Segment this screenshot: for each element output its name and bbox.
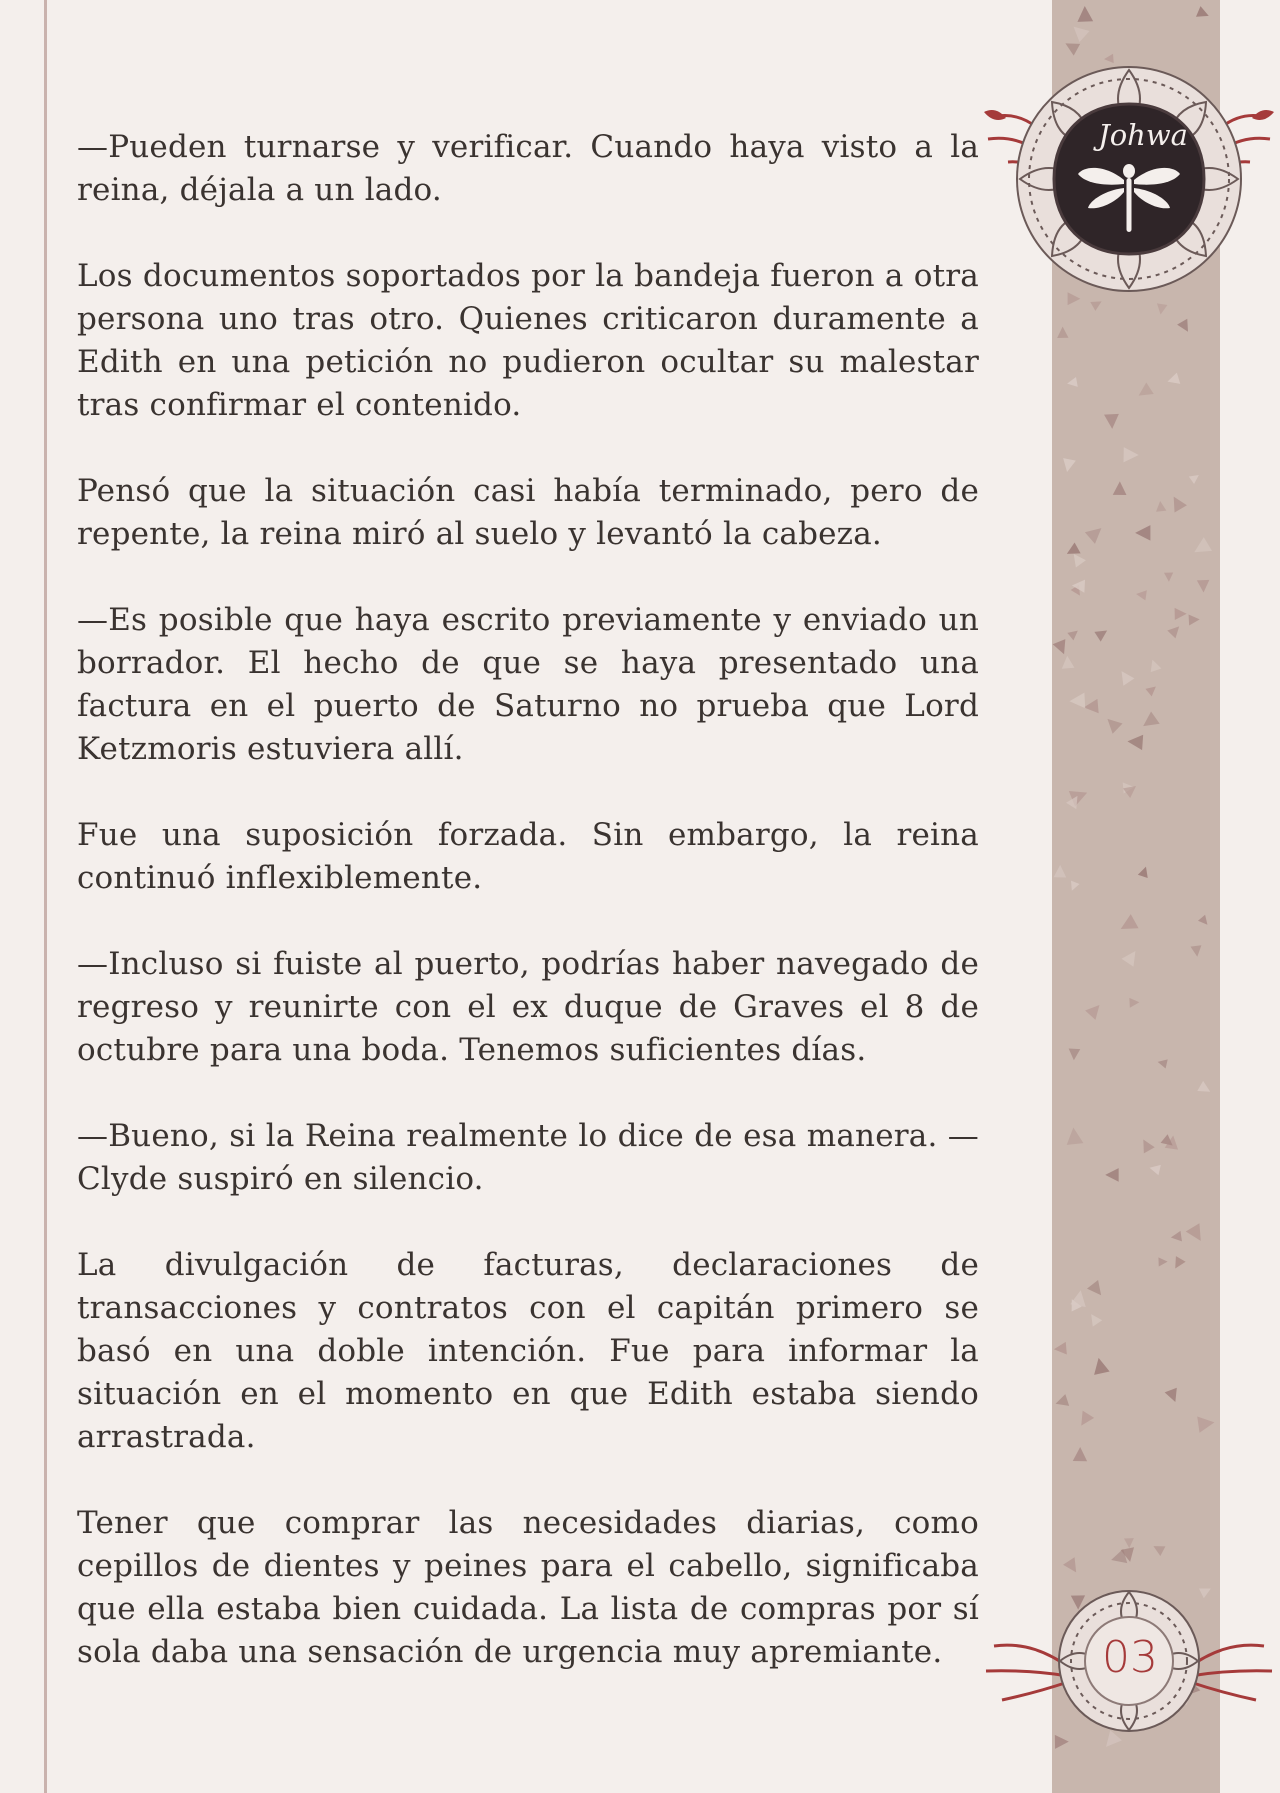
triangle-decoration <box>1166 373 1181 388</box>
triangle-decoration <box>1138 865 1151 878</box>
margin-rule <box>44 0 47 1793</box>
triangle-decoration <box>1175 608 1187 620</box>
triangle-decoration <box>1076 1411 1095 1430</box>
triangle-decoration <box>1105 1168 1118 1182</box>
triangle-decoration <box>1053 1342 1067 1356</box>
triangle-decoration <box>1197 1414 1215 1433</box>
triangle-decoration <box>1065 1127 1083 1145</box>
triangle-decoration <box>1104 414 1120 429</box>
paragraph: Los documentos soportados por la bandeja fueron a otra persona uno tras otro. Quienes criticaron duramente a Edith en una petición no pudieron ocultar su malestar tras confirmar el contenido. <box>77 258 979 423</box>
triangle-decoration <box>1135 383 1154 402</box>
triangle-decoration <box>1196 6 1211 21</box>
triangle-decoration <box>1191 945 1203 957</box>
triangle-decoration <box>1073 1447 1088 1461</box>
triangle-decoration <box>1151 1541 1166 1556</box>
triangle-decoration <box>1113 481 1127 495</box>
triangle-decoration <box>1116 667 1134 685</box>
paragraph: Pensó que la situación casi había terminado, pero de repente, la reina miró al suelo y levantó la cabeza. <box>77 473 979 552</box>
triangle-decoration <box>1138 1137 1155 1154</box>
triangle-decoration <box>1157 1057 1168 1068</box>
triangle-decoration <box>1083 699 1099 715</box>
triangle-decoration <box>1085 522 1106 544</box>
triangle-decoration <box>1094 626 1110 642</box>
paragraph: —Incluso si fuiste al puerto, podrías haber navegado de regreso y reunirte con el ex duque de Graves el 8 de octubre para una boda. Tenemos suficientes días. <box>77 946 979 1068</box>
triangle-decoration <box>1170 1256 1185 1271</box>
triangle-decoration <box>1147 658 1161 672</box>
triangle-decoration <box>1077 6 1093 22</box>
paragraph: Tener que comprar las necesidades diarias, como cepillos de dientes y peines para el cabello, significaba que ella estaba bien cuidada. La lista de compras por sí sola daba una sensación de urgencia muy apremiante. <box>77 1505 979 1670</box>
triangle-decoration <box>1061 458 1076 473</box>
document-body <box>77 126 979 1717</box>
logo-text: Johwa <box>1098 118 1188 152</box>
triangle-decoration <box>1085 1000 1105 1019</box>
triangle-decoration <box>1086 1311 1102 1327</box>
triangle-decoration <box>1063 1557 1082 1576</box>
paragraph: —Es posible que haya escrito previamente y enviado un borrador. El hecho de que se haya presentado una factura en el puerto de Saturno no prueba que Lord Ketzmoris estuviera allí. <box>77 602 979 767</box>
triangle-decoration <box>1127 734 1143 750</box>
triangle-decoration <box>1069 693 1085 709</box>
triangle-decoration <box>1189 471 1202 484</box>
triangle-decoration <box>1102 714 1122 734</box>
triangle-decoration <box>1148 1163 1161 1176</box>
triangle-decoration <box>1061 655 1075 668</box>
paragraph: Fue una suposición forzada. Sin embargo, la reina continuó inflexiblemente. <box>77 817 979 896</box>
triangle-decoration <box>1198 915 1211 928</box>
triangle-decoration <box>1170 1231 1182 1243</box>
triangle-decoration <box>1135 525 1150 540</box>
triangle-decoration <box>1135 589 1146 601</box>
paragraph: —Pueden turnarse y verificar. Cuando haya visto a la reina, déjala a un lado. <box>77 129 979 208</box>
triangle-decoration <box>1054 1394 1070 1410</box>
triangle-decoration <box>1197 1081 1213 1097</box>
triangle-decoration <box>1167 493 1186 512</box>
triangle-decoration <box>1167 622 1183 638</box>
triangle-decoration <box>1197 580 1210 593</box>
triangle-decoration <box>1145 683 1159 697</box>
page-number: 03 <box>1102 1632 1158 1683</box>
triangle-decoration <box>1067 627 1080 641</box>
triangle-decoration <box>1155 500 1166 511</box>
triangle-decoration <box>1068 1049 1080 1061</box>
triangle-decoration <box>1124 1538 1134 1548</box>
triangle-decoration <box>1164 572 1174 581</box>
triangle-decoration <box>1068 881 1080 893</box>
triangle-decoration <box>1124 447 1139 463</box>
triangle-decoration <box>1054 865 1067 878</box>
paragraph: —Bueno, si la Reina realmente lo dice de esa manera. —Clyde suspiró en silencio. <box>77 1118 979 1197</box>
triangle-decoration <box>1165 1388 1182 1405</box>
paragraph: La divulgación de facturas, declaraciones de transacciones y contratos con el capitán primero se basó en una doble intención. Fue para informar la situación en el momento en que Edith estaba siendo arrastrada. <box>77 1247 979 1455</box>
triangle-decoration <box>1189 614 1200 626</box>
triangle-decoration <box>1057 327 1069 338</box>
johwa-logo-emblem <box>978 34 1280 324</box>
triangle-decoration <box>1087 1280 1107 1300</box>
triangle-decoration <box>1117 914 1139 936</box>
triangle-decoration <box>1066 377 1078 389</box>
triangle-decoration <box>1053 639 1071 657</box>
triangle-decoration <box>1129 997 1139 1007</box>
triangle-decoration <box>1158 1257 1167 1266</box>
triangle-decoration <box>1139 711 1160 732</box>
triangle-decoration <box>1190 537 1212 559</box>
triangle-decoration <box>1122 947 1142 967</box>
triangle-decoration <box>1091 1356 1110 1375</box>
triangle-decoration <box>1186 1223 1208 1245</box>
